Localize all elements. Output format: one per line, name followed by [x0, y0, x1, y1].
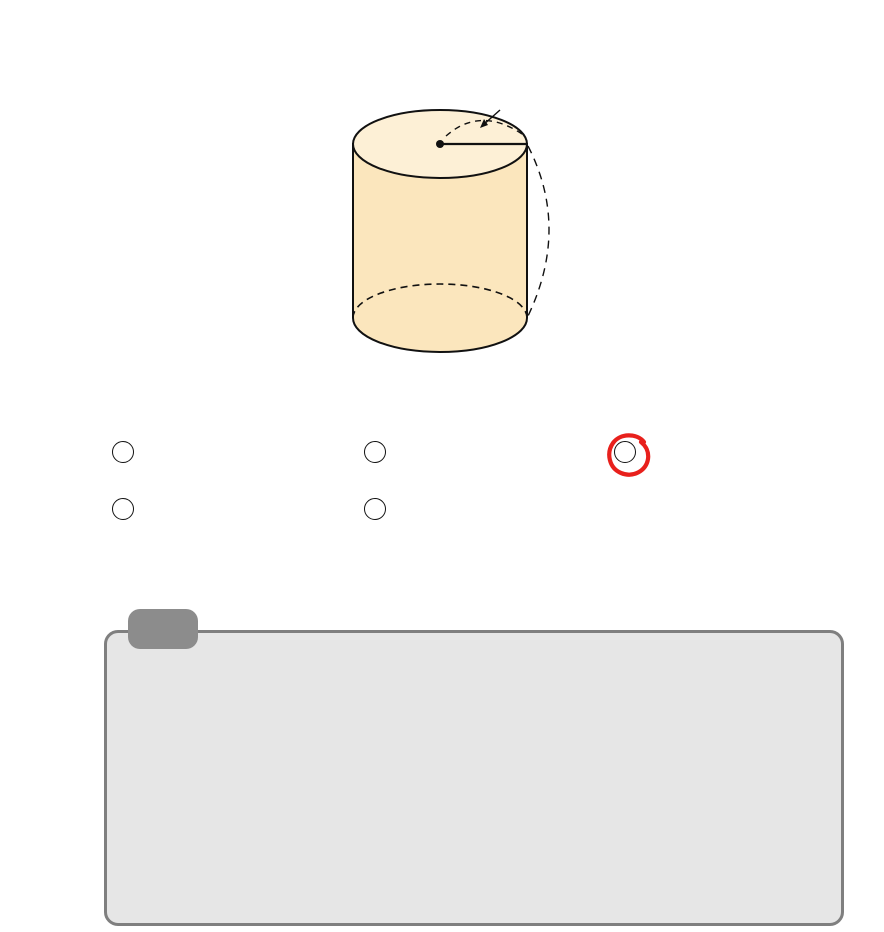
center-dot: [436, 140, 444, 148]
choice-5-number: [364, 498, 386, 520]
choice-4[interactable]: [112, 498, 144, 527]
choice-2-number: [364, 441, 386, 463]
explanation-tab: [128, 609, 198, 649]
explanation-box: [104, 630, 844, 926]
answer-circle-mark: [604, 430, 654, 480]
height-dimension-arc: [528, 146, 549, 316]
choice-2[interactable]: [364, 441, 396, 470]
answer-circle-stroke: [609, 435, 648, 474]
choice-5[interactable]: [364, 498, 396, 527]
cylinder-figure: [330, 78, 630, 368]
choice-1[interactable]: [112, 441, 144, 470]
choice-4-number: [112, 498, 134, 520]
choice-1-number: [112, 441, 134, 463]
question-text: [104, 14, 111, 39]
